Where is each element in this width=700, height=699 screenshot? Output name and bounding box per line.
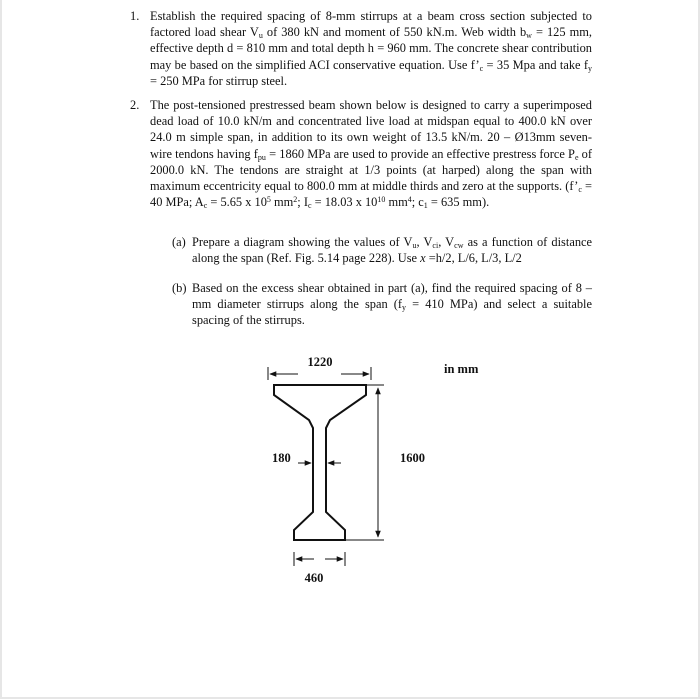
bottom-width-label: 460 [304,571,324,585]
units-note: in mm [444,362,479,376]
problem-2-number: 2. [130,98,140,112]
total-depth-dimension [346,385,425,540]
problem-2-text: The post-tensioned prestressed beam shown below is designed to carry a superimposed dead load of 10.0 kN/m and concentrated live load at midspan equal to 400.0 kN over 24.0 m simple span, in addition to its own weight of 13.5 kN/m. 20 – Ø13mm seven-wire tendons having $f_{pu} = 1860$ MPa are used to provide an effective prestress force $P_e$ of 2000.0 kN. The tendons are straight at 1/3 points (at harped) along the span with maximum eccentricity equal to 800.0 mm at middle thirds and zero at the supports. ($f’_c = 40$ MPa; $A_c = 5.65$ x $10^5$ $mm^2$; $I_c = 18.03$ x $10^{10}$ $mm^4$; $c_1 = 635$ mm). [150,98,592,211]
part-a-text: Prepare a diagram showing the values of $V_u$, $V_{ci}$, $V_{cw}$ as a function of distance along the span (Ref. Fig. 5.14 page 228). Use x =h/2, L/6, L/3, L/2 [192,235,593,266]
flange-width-label: 1220 [307,355,333,369]
problem-1-number: 1. [130,9,140,23]
web-width-label: 180 [272,451,291,465]
web-width-dimension [272,451,341,465]
part-b-label: (b) [172,281,187,295]
part-a-label: (a) [172,235,186,249]
total-depth-label: 1600 [400,451,425,465]
part-b-text: Based on the excess shear obtained in part (a), find the required spacing of 8 – mm diameter stirrups along the span ($f_y = 410$ MPa) and select a suitable spacing of the stirrups. [192,281,592,328]
flange-width-dimension [268,355,371,380]
bottom-width-dimension [294,552,345,585]
problem-1-text: Establish the required spacing of 8-mm stirrups at a beam cross section subjected to factored load shear $V_u$ of 380 kN and moment of 550 kN.m. Web width $b_w = 125$ mm, effective depth d = 810 mm and total depth h = 960 mm. The concrete shear contribution may be based on the simplified ACI conservative equation. Use $f’_c = 35$ Mpa and take $f_y = 250$ MPa for stirrup steel. [150,9,592,88]
